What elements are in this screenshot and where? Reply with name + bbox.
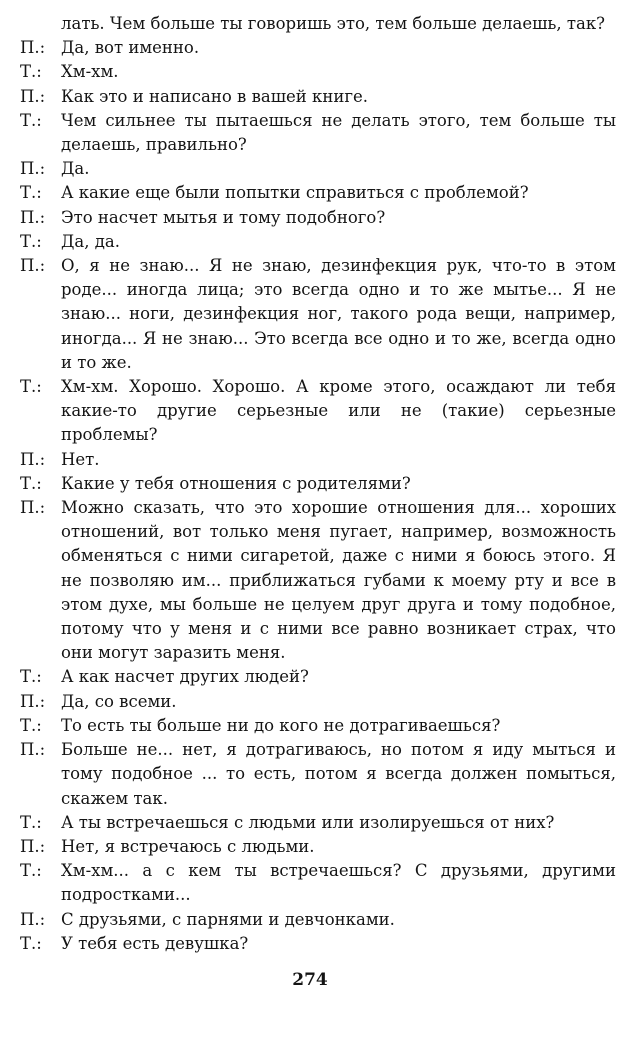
dialogue-entry <box>20 496 616 665</box>
dialogue-entry <box>20 85 616 109</box>
dialogue-entry <box>20 859 616 907</box>
utterance-text: С друзьями, с парнями и девчонками. <box>61 909 395 929</box>
dialogue-entry <box>20 665 616 689</box>
speaker-label: П.: <box>20 38 46 58</box>
speaker-label: П.: <box>20 449 46 469</box>
dialogue-entry <box>20 157 616 181</box>
dialogue-entry <box>20 690 616 714</box>
speaker-label: П.: <box>20 909 46 929</box>
dialogue-entry <box>20 472 616 496</box>
speaker-label: П.: <box>20 256 46 276</box>
utterance-text: Нет. <box>61 449 100 469</box>
speaker-label: П.: <box>20 836 46 856</box>
dialogue-entry <box>20 109 616 157</box>
utterance-text: Да, вот именно. <box>61 38 200 58</box>
utterance-text: Да, да. <box>61 231 120 251</box>
dialogue-transcript <box>20 12 616 956</box>
speaker-label: П.: <box>20 740 46 760</box>
speaker-label: Т.: <box>20 231 42 251</box>
utterance-text: У тебя есть девушка? <box>61 933 249 953</box>
utterance-text: Чем сильнее ты пытаешься не делать этого, тем больше ты делаешь, правильно? <box>61 110 616 155</box>
speaker-label: Т.: <box>20 377 42 397</box>
utterance-text: Хм-хм. <box>61 62 119 82</box>
utterance-text: Да. <box>61 159 90 179</box>
speaker-label: Т.: <box>20 715 42 735</box>
speaker-label: Т.: <box>20 110 42 130</box>
dialogue-entry <box>20 932 616 956</box>
dialogue-entry <box>20 448 616 472</box>
utterance-text: О, я не знаю... Я не знаю, дезинфекция рук, что-то в этом роде... иногда лица; это всегда одно и то же мытье... Я не знаю... ноги, дезинфекция ног, такого рода вещи, например, иногда... Я не знаю... Это всегда все одно и то же, всегда одно и то же. <box>61 256 616 372</box>
continuation-line <box>20 12 616 36</box>
speaker-label: Т.: <box>20 62 42 82</box>
dialogue-entry <box>20 60 616 84</box>
utterance-text: Да, со всеми. <box>61 691 177 711</box>
utterance-text: То есть ты больше ни до кого не дотрагиваешься? <box>61 715 501 735</box>
speaker-label: Т.: <box>20 861 42 881</box>
dialogue-entry <box>20 206 616 230</box>
utterance-text: Больше не... нет, я дотрагиваюсь, но потом я иду мыться и тому подобное ... то есть, потом я всегда должен помыться, скажем так. <box>61 740 616 808</box>
dialogue-entry <box>20 738 616 811</box>
speaker-label: Т.: <box>20 183 42 203</box>
speaker-label: П.: <box>20 498 46 518</box>
speaker-label: Т.: <box>20 812 42 832</box>
dialogue-entry <box>20 36 616 60</box>
dialogue-entry <box>20 230 616 254</box>
utterance-text: Это насчет мытья и тому подобного? <box>61 207 386 227</box>
utterance-text: Как это и написано в вашей книге. <box>61 86 369 106</box>
continuation-text: лать. Чем больше ты говоришь это, тем больше делаешь, так? <box>61 14 606 33</box>
speaker-label: П.: <box>20 207 46 227</box>
utterance-text: Какие у тебя отношения с родителями? <box>61 473 411 493</box>
speaker-label: П.: <box>20 691 46 711</box>
dialogue-entry <box>20 811 616 835</box>
dialogue-entry <box>20 375 616 448</box>
speaker-label: Т.: <box>20 933 42 953</box>
dialogue-entry <box>20 181 616 205</box>
speaker-label: П.: <box>20 159 46 179</box>
utterance-text: А какие еще были попытки справиться с проблемой? <box>61 183 529 203</box>
speaker-label: Т.: <box>20 473 42 493</box>
utterance-text: Нет, я встречаюсь с людьми. <box>61 836 315 856</box>
speaker-label: Т.: <box>20 667 42 687</box>
utterance-text: Хм-хм. Хорошо. Хорошо. А кроме этого, осаждают ли тебя какие-то другие серьезные или не (такие) серьезные проблемы? <box>61 377 616 445</box>
page-number: 274 <box>292 970 328 990</box>
dialogue-entry <box>20 908 616 932</box>
dialogue-entry <box>20 254 616 375</box>
utterance-text: Можно сказать, что это хорошие отношения для... хороших отношений, вот только меня пугает, например, возможность обменяться с ними сигаретой, даже с ними я боюсь этого. Я не позволяю им... приближаться губами к моему рту и все в этом духе, мы больше не целуем друг друга и тому подобное, потому что у меня и с ними все равно возникает страх, что они могут заразить меня. <box>61 498 616 663</box>
dialogue-entry <box>20 835 616 859</box>
dialogue-entry <box>20 714 616 738</box>
utterance-text: Хм-хм... а с кем ты встречаешься? С друзьями, другими подростками... <box>61 861 616 905</box>
utterance-text: А как насчет других людей? <box>61 667 309 687</box>
speaker-label: П.: <box>20 86 46 106</box>
utterance-text: А ты встречаешься с людьми или изолируешься от них? <box>61 812 555 832</box>
dialogue-entries <box>20 36 616 956</box>
